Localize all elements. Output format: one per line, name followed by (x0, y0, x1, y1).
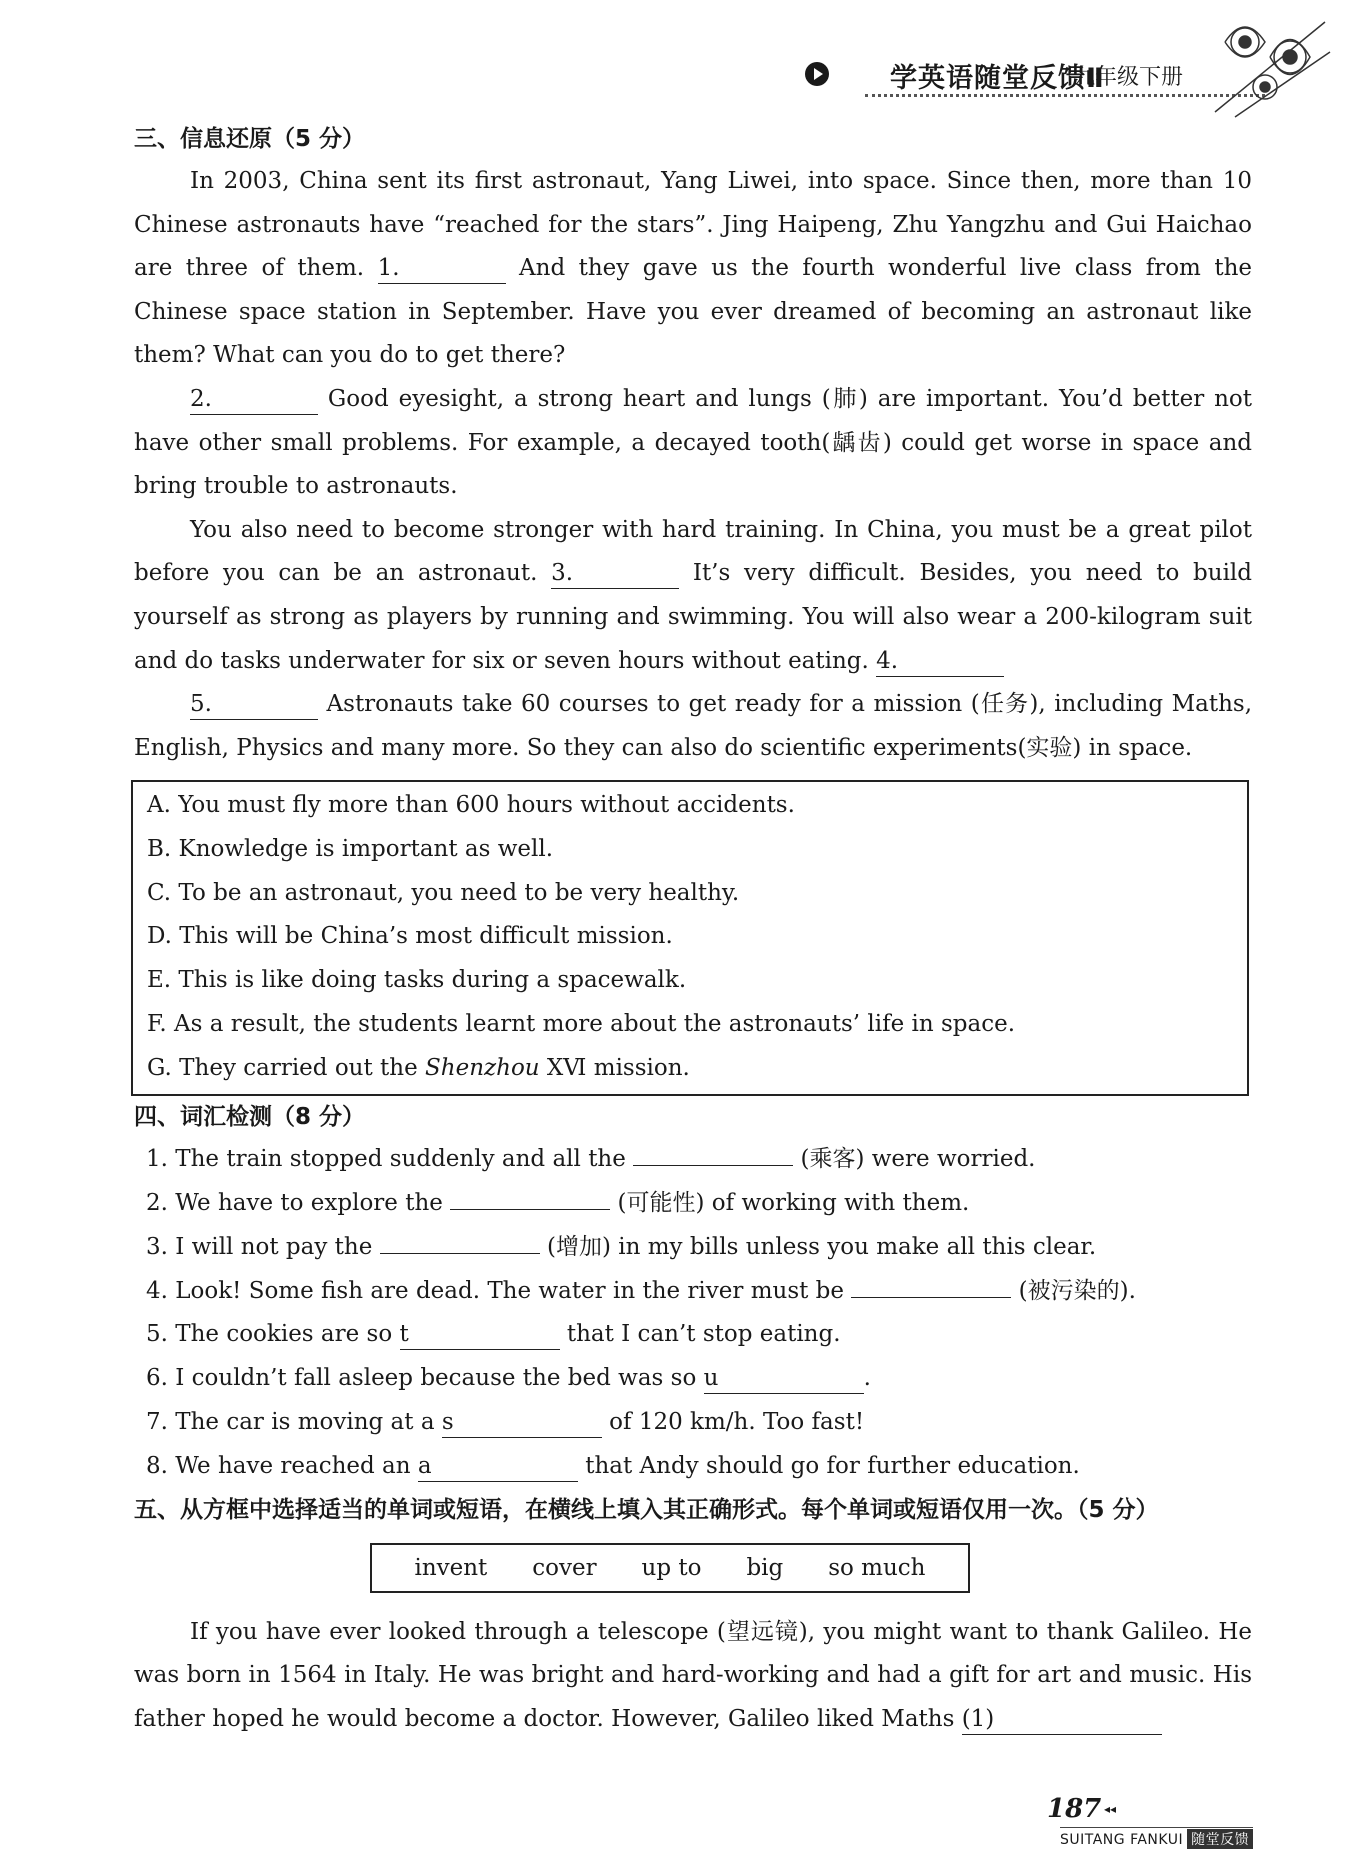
option-f: F. As a result, the students learnt more about the astronauts’ life in space. (147, 1010, 1016, 1037)
option-b: B. Knowledge is important as well. (147, 836, 554, 863)
footer-stamp: 随堂反馈 (1187, 1829, 1253, 1849)
passage-paragraph: 5. Astronauts take 60 courses to get ready for a mission (任务), including Maths, English, Physics and many more. So they can also do scientific experiments(实验) in space. (134, 691, 1252, 761)
cloze-blank-1[interactable]: (1) (962, 1704, 1162, 1735)
section-5-title: 五、从方框中选择适当的单词或短语，在横线上填入其正确形式。每个单词或短语仅用一次。（5 分） (134, 1496, 1159, 1523)
vocab-blank[interactable]: t (400, 1319, 560, 1350)
vocab-item: 8. We have reached an a that Andy should go for further education. (146, 1445, 1252, 1489)
word-bank-item: cover (532, 1554, 597, 1581)
vocab-blank[interactable] (450, 1209, 610, 1210)
vocab-item: 1. The train stopped suddenly and all the (乘客) were worried. (146, 1146, 1036, 1173)
word-bank-item: big (746, 1554, 784, 1581)
vocab-item: 4. Look! Some fish are dead. The water in the river must be (被污染的). (146, 1277, 1136, 1304)
vocab-blank[interactable]: s (442, 1407, 602, 1438)
passage-paragraph: You also need to become stronger with hard training. In China, you must be a great pilot before you can be an astronaut. 3. It’s very difficult. Besides, you need to build yourself as strong as players by running and swimming. You will also wear a 200-kilogram suit and do tasks underwater for six or seven hours without eating. 4. (134, 509, 1252, 683)
vocab-item: 2. We have to explore the (可能性) of working with them. (146, 1190, 970, 1217)
vocab-blank[interactable] (380, 1253, 540, 1254)
passage-paragraph: In 2003, China sent its first astronaut, Yang Liwei, into space. Since then, more than 10 Chinese astronauts have “reached for the stars”. Jing Haipeng, Zhu Yangzhu and Gui Haichao are three of them. 1. And they gave us the fourth wonderful live class from the Chinese space station in September. Have you ever dreamed of becoming an astronaut like them? What can you do to get there? (134, 168, 1252, 369)
grade-label: 九年级下册 (1073, 65, 1184, 90)
vocab-item: 3. I will not pay the (增加) in my bills unless you make all this clear. (146, 1233, 1097, 1260)
play-icon (805, 62, 829, 86)
word-bank-item: so much (828, 1554, 926, 1581)
passage-paragraph: If you have ever looked through a telescope (望远镜), you might want to thank Galileo. He was born in 1564 in Italy. He was bright and hard-working and had a gift for art and music. His father hoped he would become a doctor. However, Galileo liked Maths (1) (134, 1611, 1252, 1742)
blank-2[interactable]: 2. (190, 384, 318, 415)
word-bank-box (370, 1543, 970, 1593)
option-g: G. They carried out the Shenzhou ⅩⅥ mission. (147, 1054, 690, 1081)
word-bank-item: invent (414, 1554, 488, 1581)
word-bank-item: up to (641, 1554, 702, 1581)
vocab-blank[interactable] (851, 1297, 1011, 1298)
page-number: 187 (1047, 1794, 1102, 1824)
footer-brand: SUITANG FANKUI 随堂反馈 (1060, 1827, 1253, 1849)
section-3-title: 三、信息还原（5 分） (134, 126, 366, 152)
options-box (131, 780, 1249, 1096)
option-d: D. This will be China’s most difficult mission. (147, 923, 673, 950)
worksheet-content (134, 118, 1252, 1741)
option-c: C. To be an astronaut, you need to be very healthy. (147, 879, 740, 906)
flower-decoration-icon (1205, 12, 1335, 122)
series-title: 学英语随堂反馈Ⅱ (890, 63, 1105, 94)
blank-4[interactable]: 4. (876, 646, 1004, 677)
blank-3[interactable]: 3. (551, 558, 679, 589)
passage-paragraph: 2. Good eyesight, a strong heart and lungs (肺) are important. You’d better not have other small problems. For example, a decayed tooth(龋齿) could get worse in space and bring trouble to astronauts. (134, 385, 1252, 500)
section-4-title: 四、词汇检测（8 分） (134, 1104, 366, 1131)
vocab-item: 5. The cookies are so t that I can’t stop eating. (146, 1313, 1252, 1357)
vocab-item: 7. The car is moving at a s of 120 km/h. Too fast! (146, 1401, 1252, 1445)
option-a: A. You must fly more than 600 hours without accidents. (147, 792, 795, 819)
option-e: E. This is like doing tasks during a spacewalk. (147, 967, 687, 994)
vocab-item: 6. I couldn’t fall asleep because the bed was so u . (146, 1357, 1252, 1401)
vocab-blank[interactable]: a (418, 1451, 578, 1482)
vocab-list (134, 1138, 1252, 1488)
vocab-blank[interactable] (633, 1165, 793, 1166)
vocab-blank[interactable]: u (704, 1363, 864, 1394)
blank-1[interactable]: 1. (378, 253, 506, 284)
blank-5[interactable]: 5. (190, 689, 318, 720)
page-arrows-icon: ◂◂ (1104, 1802, 1117, 1816)
